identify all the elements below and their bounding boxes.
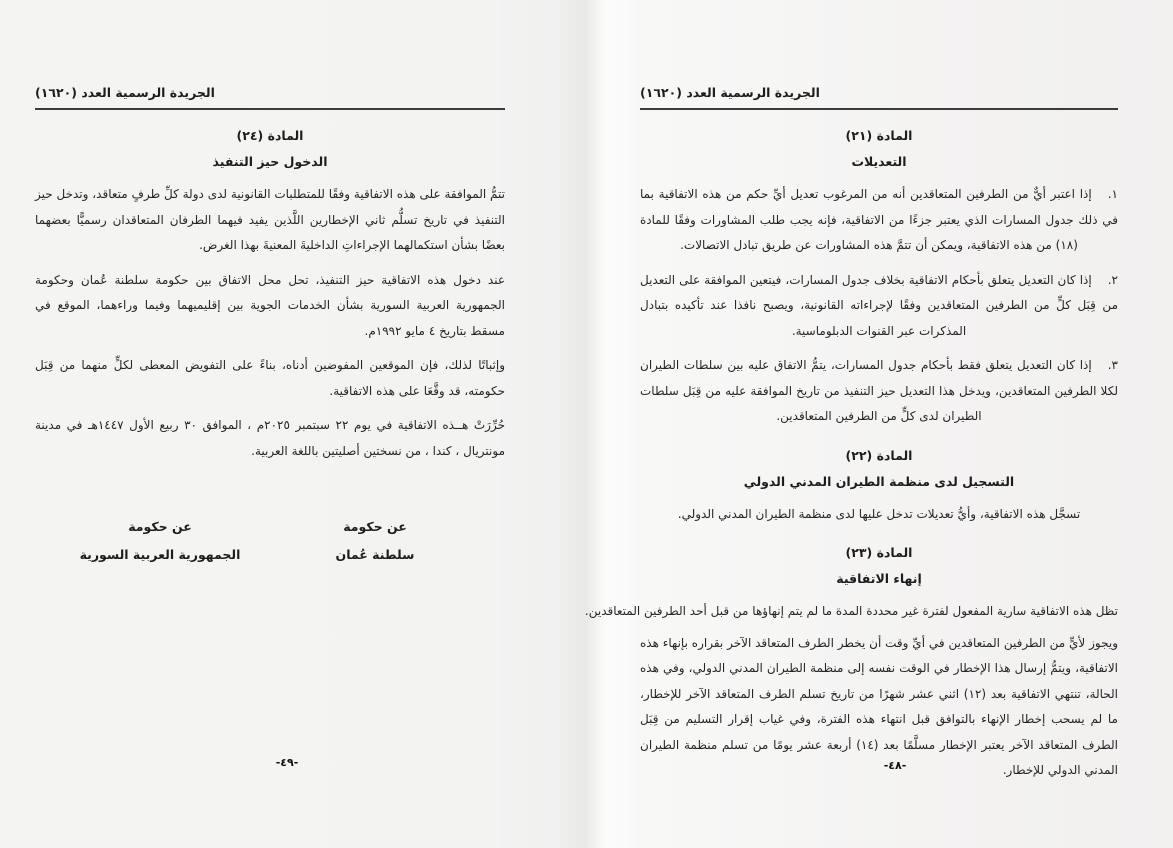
signature-name: الجمهورية العربية السورية (79, 547, 241, 562)
list-item-text: إذا كان التعديل يتعلق بأحكام الاتفاقية بخلاف جدول المسارات، فيتعين الموافقة على التعديل من قِبَل كلٍّ من الطرفين المتعاقدين وفقًا لإجراءاته القانونية، ويصبح نافذا عند تأكيده بتبادل المذكرات عبر القنوات الدبلوماسية. (640, 272, 1118, 338)
gazette-header: الجريدة الرسمية العدد (١٦٢٠) (640, 85, 1118, 110)
article-22-body: تسجَّل هذه الاتفاقية، وأيُّ تعديلات تدخل عليها لدى منظمة الطيران المدني الدولي. (677, 506, 1081, 521)
article-23-title: المادة (٢٣) (845, 545, 913, 560)
page-number-right: -٤٨- (883, 759, 907, 772)
signature-name: سلطنة عُمان (335, 547, 415, 562)
paragraph: وإثباتًا لذلك، فإن الموقعين المفوضين أدناه، بناءً على التفويض المعطى لكلٍّ منهما من قِبَل حكومته، قد وقَّعَا على هذه الاتفاقية. (35, 358, 505, 398)
page-number-left: -٤٩- (275, 756, 299, 769)
paragraph: عند دخول هذه الاتفاقية حيز التنفيذ، تحل محل الاتفاق بين حكومة سلطنة عُمان وحكومة الجمهورية العربية السورية بشأن الخدمات الجوية بين إقليميهما وفيما وراءهما، الموقع في مسقط بتاريخ ٤ مايو ١٩٩٢م. (35, 272, 505, 338)
signature-block-oman (280, 513, 470, 569)
article-23-subtitle: إنهاء الاتفاقية (836, 571, 922, 586)
article-22-title: المادة (٢٢) (845, 447, 913, 463)
list-item-text: إذا اعتبر أيٌّ من الطرفين المتعاقدين أنه من المرغوب تعديل أيِّ حكم من هذه الاتفاقية بما في ذلك جدول المسارات الذي يعتبر جزءًا من الاتفاقية، فإنه يجب طلب المشاورات وفقًا للمادة (١٨) من هذه الاتفاقية، ويمكن أن تتمَّ هذه المشاورات عن طريق تبادل الاتصالات. (640, 187, 1118, 252)
article-24-subtitle: الدخول حيز التنفيذ (212, 154, 328, 169)
gazette-header: الجريدة الرسمية العدد (١٦٢٠) (35, 85, 505, 110)
list-item-text: إذا كان التعديل يتعلق فقط بأحكام جدول المسارات، يتمُّ الاتفاق عليه بين سلطات الطيران لكلا الطرفين المتعاقدين، ويدخل هذا التعديل حيز التنفيذ من تاريخ الموافقة عليه من قِبَل سلطات الطيران لدى كلٍّ من الطرفين المتعاقدين. (640, 358, 1118, 423)
list-item-number: ٣. (1107, 358, 1118, 372)
list-item-number: ١. (1107, 187, 1118, 201)
list-item (640, 268, 1118, 345)
paragraph: تتمُّ الموافقة على هذه الاتفاقية وفقًا للمتطلبات القانونية لدى دولة كلِّ طرفٍ متعاقد، وتدخل حيز التنفيذ في تاريخ تسلُّم ثاني الإخطارين اللَّذين يفيد فيهما الطرفان المتعاقدان رسميًّا بعضهما بعضًا بشأن استكمالهما الإجراءاتِ الداخليةَ المعنيةَ بهذا الغرض. (35, 187, 505, 252)
paragraph: حُرِّرَتْ هــذه الاتفاقية في يوم ٢٢ سبتمبر ٢٠٢٥م ، الموافق ٣٠ ربيع الأول ١٤٤٧هـ في مدينة مونتريال ، كندا ، من نسختين أصليتين باللغة العربية. (35, 418, 506, 458)
paragraph: ويجوز لأيٍّ من الطرفين المتعاقدين في أيِّ وقت أن يخطر الطرف المتعاقد الآخر بقراره بإنهاء هذه الاتفاقية، ويتمُّ إرسال هذا الإخطار في الوقت نفسه إلى منظمة الطيران المدني الدولي، وفي هذه الحالة، تنتهي الاتفاقية بعد (١٢) اثني عشر شهرًا من تاريخ تسلم الطرف المتعاقد الآخر للإخطار، ما لم يسحب إخطار الإنهاء بالتوافق قبل انتهاء هذه الفترة، وفي غياب إقرار التسليم من قِبَل الطرف المتعاقد الآخر يعتبر الإخطار مسلَّمًا بعد (١٤) أربعة عشر يومًا من تسلم منظمة الطيران المدني الدولي للإخطار. (640, 635, 1119, 777)
article-21-title: المادة (٢١) (845, 128, 913, 143)
list-item (640, 182, 1118, 259)
page-left (35, 85, 505, 775)
signature-block-syria (43, 513, 277, 569)
page-right (584, 85, 1119, 777)
article-22-subtitle: التسجيل لدى منظمة الطيران المدني الدولي (743, 473, 1015, 489)
article-21-subtitle: التعديلات (851, 154, 907, 169)
list-item (640, 353, 1118, 430)
signature-label: عن حكومة (343, 519, 407, 534)
article-24-title: المادة (٢٤) (236, 128, 304, 143)
paragraph: تظل هذه الاتفاقية سارية المفعول لفترة غير محددة المدة ما لم يتم إنهاؤها من قبل أحد الطرفين المتعاقدين. (584, 604, 1118, 618)
list-item-number: ٢. (1107, 272, 1118, 287)
signature-label: عن حكومة (128, 519, 192, 534)
